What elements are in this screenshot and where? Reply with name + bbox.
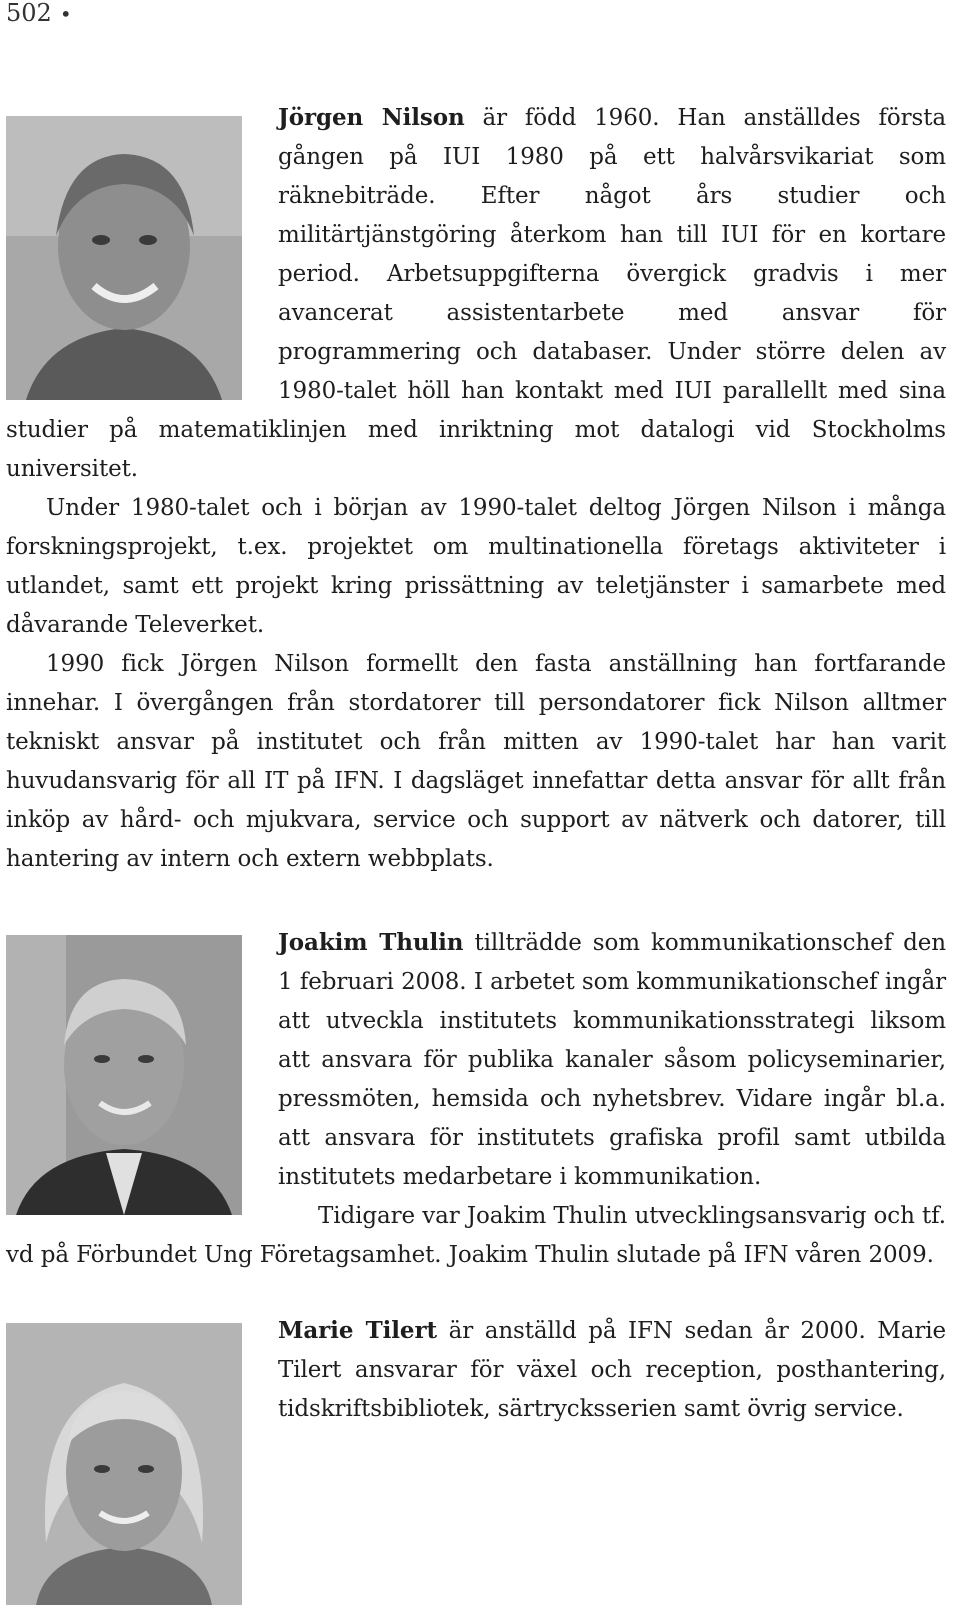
- staff-entry-jorgen-nilson: [6, 98, 946, 879]
- page-header: [6, 0, 72, 27]
- portrait-photo-joakim-thulin: [6, 935, 242, 1215]
- portrait-photo-jorgen-nilson: [6, 116, 242, 400]
- bio-paragraph: Under 1980-talet och i början av 1990-talet deltog Jörgen Nilson i många forskningsprojekt, t.ex. projektet om multinationella företags aktiviteter i utlandet, samt ett projekt kring prissättning av teletjänster i samarbete med dåvarande Televerket.: [6, 495, 946, 638]
- staff-entry-marie-tilert: [6, 1311, 946, 1611]
- bullet-icon: •: [59, 2, 72, 26]
- page-body: [6, 98, 946, 1611]
- page-number: 502: [6, 0, 52, 27]
- bio-paragraph: tillträdde som kommunikationschef den 1 februari 2008. I arbetet som kommunikationschef ingår att utveckla institutets kommunikationsstrategi liksom att ansvara för publika kanaler såsom policyseminarier, pressmöten, hemsida och nyhetsbrev. Vidare ingår bl.a. att ansvara för institutets grafiska profil samt utbilda institutets medarbetare i kommunikation.: [278, 930, 946, 1190]
- bio-paragraph: är född 1960. Han anställdes första gången på IUI 1980 på ett halvårsvikariat som räknebiträde. Efter något års studier och militärtjänstgöring återkom han till IUI för en kortare period. Arbetsuppgifterna övergick gradvis i mer avancerat assistentarbete med ansvar för programmering och databaser. Under större delen av 1980-talet höll han kontakt med IUI parallellt med sina studier på matematiklinjen med inriktning mot datalogi vid Stockholms universitet.: [6, 105, 947, 482]
- portrait-photo-marie-tilert: [6, 1323, 242, 1605]
- person-name: Joakim Thulin: [278, 929, 464, 956]
- bio-paragraph: är anställd på IFN sedan år 2000. Marie Tilert ansvarar för växel och reception, posthantering, tidskriftsbibliotek, särtrycksserien samt övrig service.: [278, 1318, 947, 1422]
- person-name: Marie Tilert: [278, 1317, 438, 1344]
- staff-entry-joakim-thulin: [6, 923, 946, 1275]
- bio-paragraph: Tidigare var Joakim Thulin utvecklingsansvarig och tf. vd på Förbundet Ung Företagsamhet. Joakim Thulin slutade på IFN våren 2009.: [6, 1203, 946, 1268]
- person-name: Jörgen Nilson: [278, 104, 465, 131]
- bio-paragraph: 1990 fick Jörgen Nilson formellt den fasta anställning han fortfarande innehar. I övergången från stordatorer till persondatorer fick Nilson alltmer tekniskt ansvar på institutet och från mitten av 1990-talet har han varit huvudansvarig för all IT på IFN. I dagsläget innefattar detta ansvar för allt från inköp av hård- och mjukvara, service och support av nätverk och datorer, till hantering av intern och extern webbplats.: [6, 651, 946, 872]
